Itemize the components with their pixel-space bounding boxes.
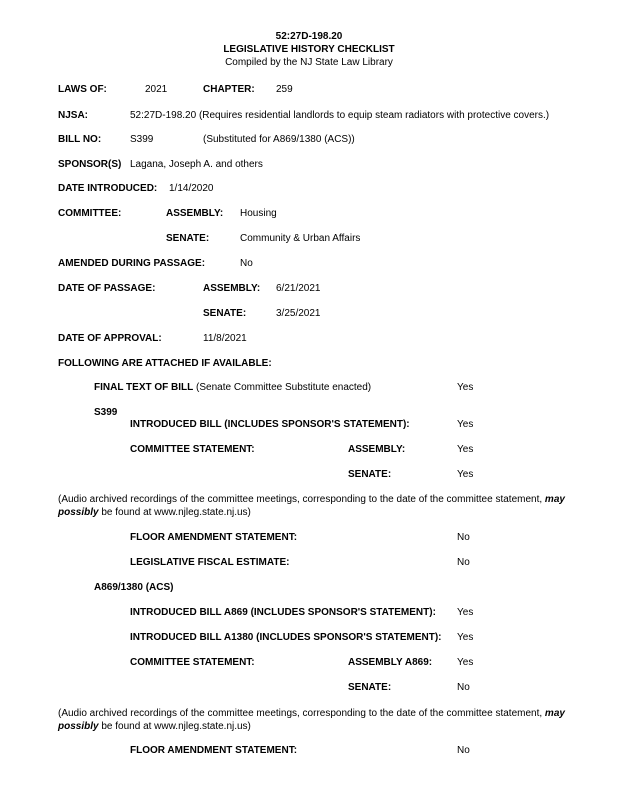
final-text-value: Yes xyxy=(457,382,474,393)
a869-assembly-label: ASSEMBLY A869: xyxy=(348,657,433,668)
audio-note-emphasis: may possibly xyxy=(58,494,565,518)
amended-value: No xyxy=(240,258,253,269)
bill-no-value: S399 xyxy=(130,134,154,145)
date-introduced-value: 1/14/2020 xyxy=(169,183,214,194)
njsa-value: 52:27D-198.20 (Requires residential landlords to equip steam radiators with protective covers.) xyxy=(130,110,550,121)
audio-note-emphasis: may possibly xyxy=(58,708,565,732)
final-text-label: FINAL TEXT OF BILL xyxy=(94,382,194,393)
s399-floor-label: FLOOR AMENDMENT STATEMENT: xyxy=(130,532,298,543)
a869-intro-value: Yes xyxy=(457,607,474,618)
s399-senate-value: Yes xyxy=(457,469,474,480)
audio-note-url-text: be found at www.njleg.state.nj.us) xyxy=(101,721,251,732)
page-title: LEGISLATIVE HISTORY CHECKLIST xyxy=(223,44,395,55)
s399-fiscal-value: No xyxy=(457,557,470,568)
chapter-label: CHAPTER: xyxy=(203,84,255,95)
date-of-approval-label: DATE OF APPROVAL: xyxy=(58,333,162,344)
date-of-passage-label: DATE OF PASSAGE: xyxy=(58,283,156,294)
passage-senate-label: SENATE: xyxy=(203,308,247,319)
laws-of-label: LAWS OF: xyxy=(58,84,107,95)
chapter-value: 259 xyxy=(276,84,293,95)
page-subtitle: Compiled by the NJ State Law Library xyxy=(225,57,393,68)
bill-no-note: (Substituted for A869/1380 (ACS)) xyxy=(203,134,355,145)
attached-heading: FOLLOWING ARE ATTACHED IF AVAILABLE: xyxy=(58,358,272,369)
sponsors-label: SPONSOR(S) xyxy=(58,159,122,170)
s399-introduced-value: Yes xyxy=(457,419,474,430)
laws-of-year: 2021 xyxy=(145,84,168,95)
final-text-row xyxy=(94,382,371,394)
sponsors-value: Lagana, Joseph A. and others xyxy=(130,159,263,170)
a869-senate-label: SENATE: xyxy=(348,682,392,693)
bill-no-label: BILL NO: xyxy=(58,134,102,145)
s399-assembly-value: Yes xyxy=(457,444,474,455)
audio-note-url-text: be found at www.njleg.state.nj.us) xyxy=(101,507,251,518)
passage-assembly-value: 6/21/2021 xyxy=(276,283,321,294)
statute-number: 52:27D-198.20 xyxy=(275,31,343,42)
a869-label: A869/1380 (ACS) xyxy=(94,582,174,593)
s399-audio-note xyxy=(58,493,568,519)
s399-senate-label: SENATE: xyxy=(348,469,392,480)
s399-assembly-label: ASSEMBLY: xyxy=(348,444,406,455)
s399-fiscal-label: LEGISLATIVE FISCAL ESTIMATE: xyxy=(130,557,290,568)
committee-senate-value: Community & Urban Affairs xyxy=(240,233,361,244)
date-of-approval-value: 11/8/2021 xyxy=(203,333,247,344)
a1380-intro-label: INTRODUCED BILL A1380 (INCLUDES SPONSOR'S STATEMENT): xyxy=(130,632,442,643)
committee-senate-label: SENATE: xyxy=(166,233,210,244)
committee-assembly-label: ASSEMBLY: xyxy=(166,208,224,219)
a869-committee-label: COMMITTEE STATEMENT: xyxy=(130,657,255,668)
njsa-label: NJSA: xyxy=(58,110,89,121)
committee-assembly-value: Housing xyxy=(240,208,277,219)
a869-floor-label: FLOOR AMENDMENT STATEMENT: xyxy=(130,745,298,756)
passage-assembly-label: ASSEMBLY: xyxy=(203,283,261,294)
date-introduced-label: DATE INTRODUCED: xyxy=(58,183,158,194)
amended-label: AMENDED DURING PASSAGE: xyxy=(58,258,206,269)
s399-committee-label: COMMITTEE STATEMENT: xyxy=(130,444,255,455)
a869-senate-value: No xyxy=(457,682,470,693)
audio-note-text: (Audio archived recordings of the committee meetings, corresponding to the date of the committee statement, xyxy=(58,494,543,505)
a869-intro-label: INTRODUCED BILL A869 (INCLUDES SPONSOR'S STATEMENT): xyxy=(130,607,436,618)
audio-note-text: (Audio archived recordings of the committee meetings, corresponding to the date of the committee statement, xyxy=(58,708,543,719)
a1380-intro-value: Yes xyxy=(457,632,474,643)
s399-floor-value: No xyxy=(457,532,470,543)
a869-audio-note xyxy=(58,707,568,733)
committee-label: COMMITTEE: xyxy=(58,208,122,219)
passage-senate-value: 3/25/2021 xyxy=(276,308,321,319)
s399-introduced-label: INTRODUCED BILL (INCLUDES SPONSOR'S STATEMENT): xyxy=(130,419,410,430)
final-text-note: (Senate Committee Substitute enacted) xyxy=(196,382,372,393)
a869-assembly-value: Yes xyxy=(457,657,474,668)
a869-floor-value: No xyxy=(457,745,470,756)
s399-label: S399 xyxy=(94,407,118,418)
